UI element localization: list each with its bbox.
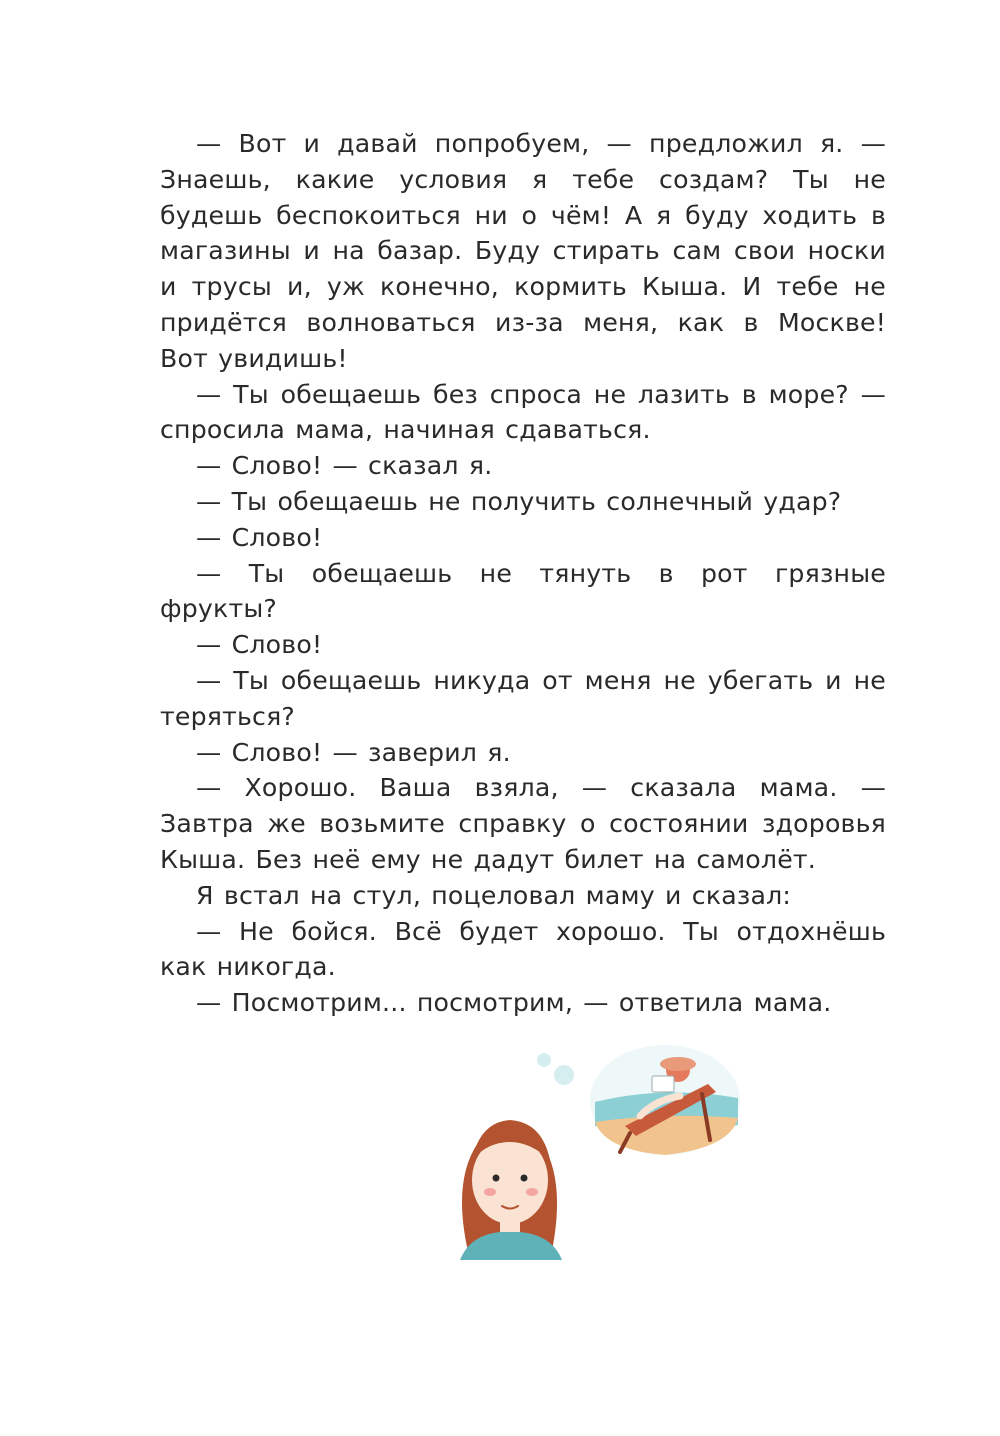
girl-character xyxy=(460,1120,562,1260)
girl-dreaming-illustration xyxy=(440,1030,760,1280)
paragraph: — Ты обещаешь не тянуть в рот грязные фрукты? xyxy=(160,558,886,624)
paragraph: — Слово! — заверил я. xyxy=(196,737,511,767)
paragraph: — Вот и давай попробуем, — предложил я. — Знаешь, какие условия я тебе создам? Ты не будешь беспокоиться ни о чём! А я буду ходить в магазины и на базар. Буду стирать сам свои носки и трусы и, уж конечно, кормить Кыша. И тебе не придётся волноваться из-за меня, как в Москве! Вот увидишь! xyxy=(160,129,886,373)
paragraph: — Слово! — сказал я. xyxy=(196,451,493,481)
paragraph: — Хорошо. Ваша взяла, — сказала мама. — Завтра же возьмите справку о состоянии здоровья Кыша. Без неё ему не дадут билет на самолёт. xyxy=(160,773,886,874)
paragraph: — Ты обещаешь никуда от меня не убегать и не теряться? xyxy=(160,665,886,731)
paragraph: — Ты обещаешь не получить солнечный удар? xyxy=(196,486,842,516)
paragraph: Я встал на стул, поцеловал маму и сказал: xyxy=(196,880,792,910)
thought-bubble-medium xyxy=(554,1065,574,1085)
paragraph: — Посмотрим... посмотрим, — ответила мама. xyxy=(196,988,832,1018)
beach-dream-cloud xyxy=(590,1045,740,1155)
paragraph: — Слово! xyxy=(196,630,323,660)
story-text xyxy=(160,126,886,1021)
thought-bubble-small xyxy=(537,1053,551,1067)
paragraph: — Ты обещаешь без спроса не лазить в море? — спросила мама, начиная сдаваться. xyxy=(160,379,886,445)
paragraph: — Слово! xyxy=(196,522,323,552)
paragraph: — Не бойся. Всё будет хорошо. Ты отдохнёшь как никогда. xyxy=(160,916,886,982)
